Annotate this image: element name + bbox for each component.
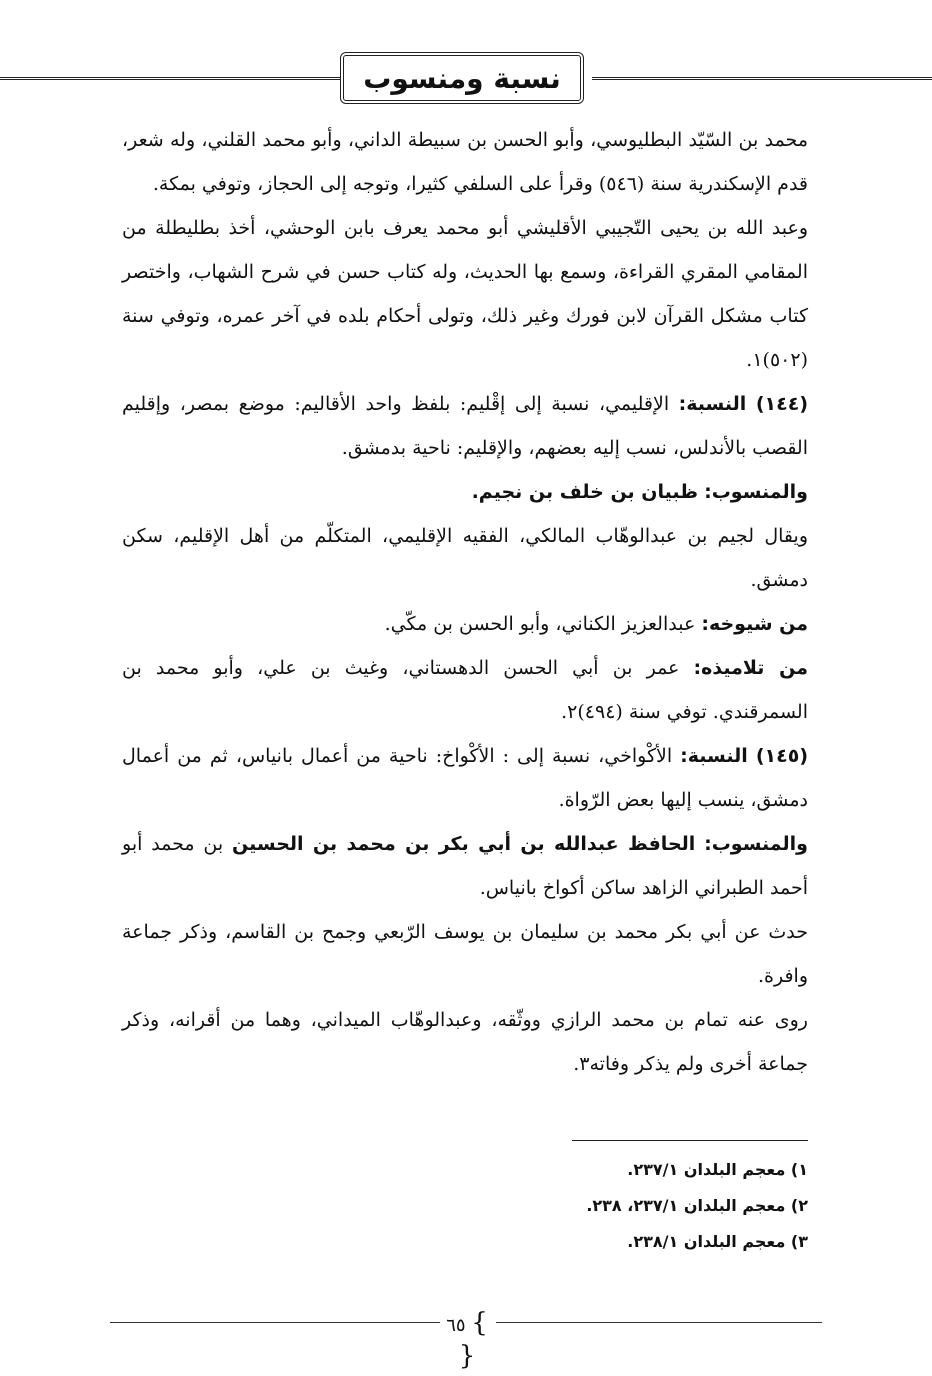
entry-145-nisba	[122, 734, 808, 822]
nisba-label: النسبة:	[680, 745, 748, 767]
paragraph: وعبد الله بن يحيى التّجيبي الأقليشي أبو محمد يعرف بابن الوحشي، أخذ بطليطلة من المقامي المقري القراءة، وسمع بها الحديث، وله كتاب حسن في شرح الشهاب، واختصر كتاب مشكل القرآن لابن فورك وغير ذلك، وتولى أحكام بلده في آخر عمره، وتوفي سنة (٥٠٢)١.	[122, 217, 808, 371]
nisba-text: الإقليمي، نسبة إلى إقْليم: بلفظ واحد الأقاليم: موضع بمصر، وإقليم القصب بالأندلس، نسب إليه بعضهم، والإقليم: ناحية بدمشق.	[122, 393, 808, 459]
mansub-label: والمنسوب:	[704, 833, 808, 855]
entry-144-nisba	[122, 382, 808, 470]
nisba-text: الأكْواخي، نسبة إلى : الأكْواخ: ناحية من أعمال بانياس، ثم من أعمال دمشق، ينسب إليها بعض الرّواة.	[122, 745, 808, 811]
mansub-name: الحافظ عبدالله بن أبي بكر بن محمد بن الحسين	[232, 833, 696, 855]
talamidh-text: عمر بن أبي الحسن الدهستاني، وغيث بن علي، وأبو محمد بن السمرقندي. توفي سنة (٤٩٤)٢.	[122, 657, 808, 723]
paragraph: محمد بن السّيّد البطليوسي، وأبو الحسن بن سبيطة الداني، وأبو محمد القلني، وله شعر، قدم الإسكندرية سنة (٥٤٦) وقرأ على السلفي كثيرا، وتوجه إلى الحجاز، وتوفي بمكة.	[122, 129, 808, 195]
footnotes	[308, 1152, 808, 1260]
talamidh-label: من تلاميذه:	[693, 657, 808, 679]
page-footer	[0, 1308, 932, 1371]
running-title: نسبة ومنسوب	[363, 61, 561, 95]
main-text	[122, 118, 808, 1086]
footnote-separator	[572, 1140, 808, 1141]
entry-number: (١٤٤)	[755, 393, 808, 415]
entry-number: (١٤٥)	[755, 745, 808, 767]
header-rule-right	[592, 77, 932, 80]
page-number-box	[438, 1308, 496, 1374]
brace-open-icon: }	[471, 1308, 488, 1338]
footer-rule-left	[110, 1322, 440, 1323]
footnote: ١) معجم البلدان ٢٣٧/١.	[627, 1160, 808, 1179]
entry-145-mansub	[122, 822, 808, 910]
entry-145-paragraph: روى عنه تمام بن محمد الرازي ووثّقه، وعبدالوهّاب الميداني، وهما من أقرانه، وذكر جماعة أخرى ولم يذكر وفاته٣.	[122, 1009, 808, 1075]
shuyukh-text: عبدالعزيز الكناني، وأبو الحسن بن مكّي.	[384, 613, 696, 635]
mansub-label: والمنسوب:	[704, 481, 808, 503]
entry-144-talamidh	[122, 646, 808, 734]
footer-rule-right	[496, 1322, 822, 1323]
entry-145-paragraph: حدث عن أبي بكر محمد بن سليمان بن يوسف الرّبعي وجمح بن القاسم، وذكر جماعة وافرة.	[122, 921, 808, 987]
header-title-box	[340, 52, 584, 104]
shuyukh-label: من شيوخه:	[701, 613, 808, 635]
nisba-label: النسبة:	[678, 393, 747, 415]
header-rule-left	[0, 77, 340, 80]
page-header	[0, 52, 932, 110]
brace-close-icon: {	[458, 1341, 476, 1371]
entry-144-shuyukh	[122, 602, 808, 646]
mansub-rest: بن محمد أبو أحمد الطبراني الزاهد ساكن أكواخ بانياس.	[122, 833, 808, 899]
entry-144-bio: ويقال لجيم بن عبدالوهّاب المالكي، الفقيه الإقليمي، المتكلّم من أهل الإقليم، سكن دمشق.	[122, 525, 808, 591]
footnote: ٢) معجم البلدان ٢٣٧/١، ٢٣٨.	[586, 1196, 808, 1215]
entry-144-mansub	[122, 470, 808, 514]
footnote: ٣) معجم البلدان ٢٣٨/١.	[627, 1232, 808, 1251]
mansub-name: ظبيان بن خلف بن نجيم.	[471, 481, 699, 503]
page-number: ٦٥	[446, 1315, 466, 1336]
